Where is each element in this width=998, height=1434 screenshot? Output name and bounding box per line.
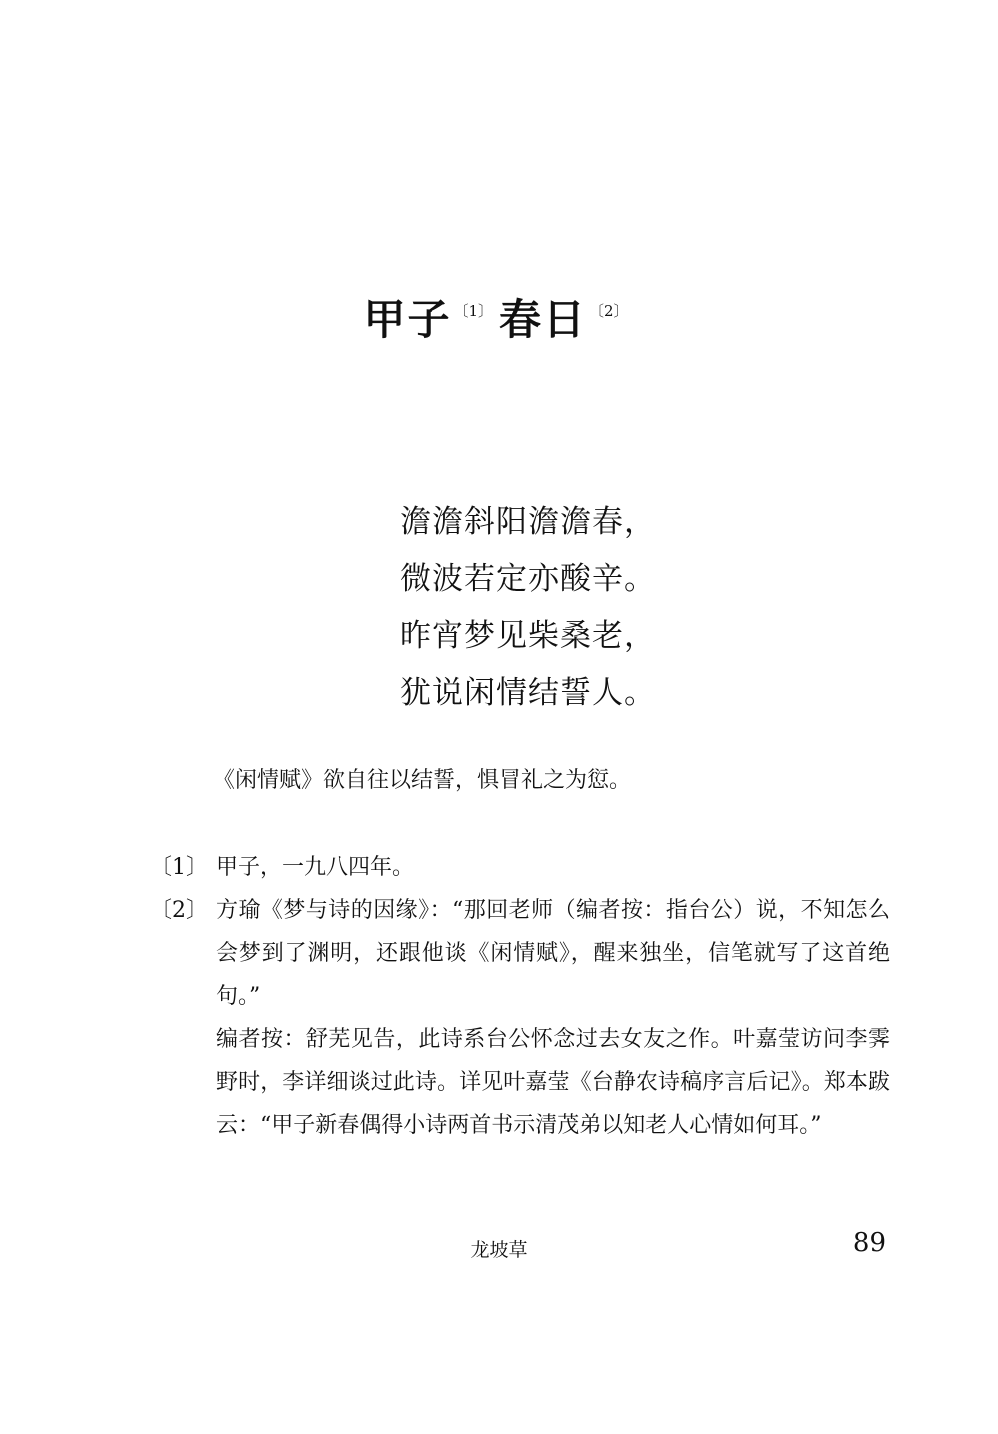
poem-body [400,494,656,722]
footnote-text: 方瑜《梦与诗的因缘》：“那回老师（编者按：指台公）说，不知怎么会梦到了渊明，还跟他谈《闲情赋》，醒来独坐，信笔就写了这首绝句。” [216,898,890,1009]
footnote-editor-note: 编者按：舒芜见告，此诗系台公怀念过去女友之作。叶嘉莹访问李霁野时，李详细谈过此诗。详见叶嘉莹《台静农诗稿序言后记》。郑本跋云：“甲子新春偶得小诗两首书示清茂弟以知老人心情如何耳。” [216,1027,890,1138]
poem-title [0,282,998,349]
footnote [150,889,890,1147]
footnote-text: 甲子，一九八四年。 [216,855,415,880]
poem-line: 犹说闲情结誓人。 [400,675,656,711]
page-number: 89 [852,1228,886,1258]
poem-line: 昨宵梦见柴桑老， [400,618,656,654]
poem-line: 澹澹斜阳澹澹春， [400,504,656,540]
footnotes [150,846,890,1147]
poem-commentary: 《闲情赋》欲自往以结誓，惧冒礼之为愆。 [213,768,632,793]
footnote-marker: 〔1〕 [150,855,208,880]
running-footer-book-title: 龙坡草 [470,1239,528,1261]
title-part-1: 甲子 [363,295,452,344]
footnote [150,846,890,889]
title-part-2: 春日 [499,295,588,344]
title-note-ref-2: 〔2〕 [589,302,629,320]
footnote-marker: 〔2〕 [150,898,208,923]
poem-line: 微波若定亦酸辛。 [400,561,656,597]
title-note-ref-1: 〔1〕 [453,302,493,320]
